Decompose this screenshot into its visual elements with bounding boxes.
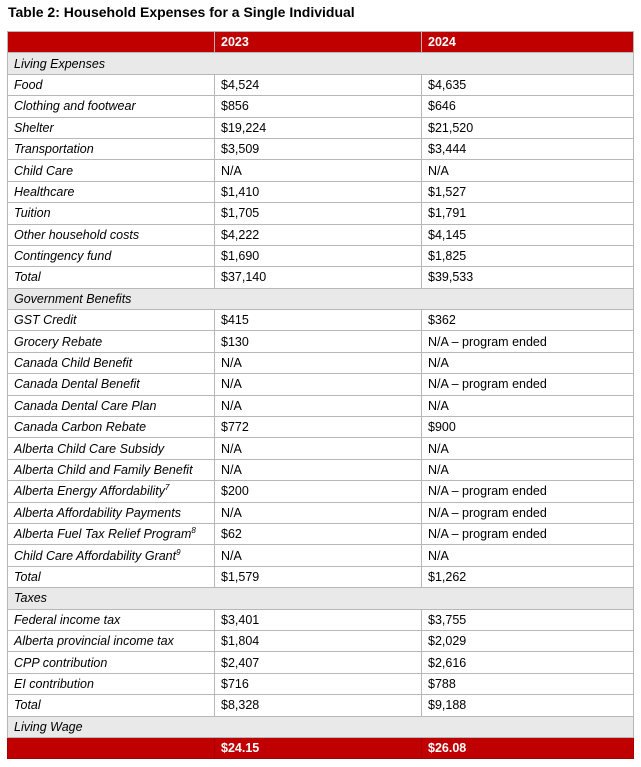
value-2024: $9,188 bbox=[422, 695, 634, 716]
table-row bbox=[8, 117, 634, 138]
value-2023: N/A bbox=[215, 374, 422, 395]
row-label-cell bbox=[8, 138, 215, 159]
value-2024: $362 bbox=[422, 310, 634, 331]
row-label-cell bbox=[8, 331, 215, 352]
row-label: Total bbox=[14, 270, 41, 285]
table-header-row bbox=[8, 32, 634, 53]
row-label: Alberta Energy Affordability bbox=[14, 484, 166, 499]
row-label-cell bbox=[8, 96, 215, 117]
value-2024: N/A bbox=[422, 545, 634, 566]
value-2023: $1,579 bbox=[215, 566, 422, 587]
row-label: Shelter bbox=[14, 120, 54, 135]
row-label: Grocery Rebate bbox=[14, 334, 103, 349]
row-label-cell bbox=[8, 395, 215, 416]
table-row bbox=[8, 181, 634, 202]
value-2023: $3,401 bbox=[215, 609, 422, 630]
row-label: Transportation bbox=[14, 142, 94, 157]
value-2023: $1,690 bbox=[215, 245, 422, 266]
table-row bbox=[8, 160, 634, 181]
value-2024: N/A bbox=[422, 160, 634, 181]
value-2023: $4,524 bbox=[215, 74, 422, 95]
value-2024: $646 bbox=[422, 96, 634, 117]
row-label-cell bbox=[8, 695, 215, 716]
value-2023: N/A bbox=[215, 438, 422, 459]
value-2023: $37,140 bbox=[215, 267, 422, 288]
table-row bbox=[8, 417, 634, 438]
value-2023: $415 bbox=[215, 310, 422, 331]
table-body bbox=[8, 53, 634, 738]
value-2024: N/A – program ended bbox=[422, 523, 634, 544]
row-label-cell bbox=[8, 438, 215, 459]
footnote-marker: 9 bbox=[176, 547, 181, 557]
row-label-cell bbox=[8, 609, 215, 630]
value-2023: $1,804 bbox=[215, 630, 422, 651]
row-label-cell bbox=[8, 502, 215, 523]
value-2023: N/A bbox=[215, 545, 422, 566]
row-label: Total bbox=[14, 698, 41, 713]
table-row bbox=[8, 695, 634, 716]
table-row bbox=[8, 523, 634, 544]
row-label-cell bbox=[8, 352, 215, 373]
value-2024: $3,444 bbox=[422, 138, 634, 159]
table-row bbox=[8, 673, 634, 694]
table-row bbox=[8, 395, 634, 416]
table-row bbox=[8, 609, 634, 630]
section-title: Living Expenses bbox=[8, 53, 634, 74]
table-row bbox=[8, 352, 634, 373]
row-label-cell bbox=[8, 523, 215, 544]
value-2024: N/A bbox=[422, 438, 634, 459]
value-2024: $1,262 bbox=[422, 566, 634, 587]
row-label: EI contribution bbox=[14, 676, 94, 691]
row-label: Canada Child Benefit bbox=[14, 356, 133, 371]
value-2023: $1,705 bbox=[215, 203, 422, 224]
table-row bbox=[8, 74, 634, 95]
living-wage-2024: $26.08 bbox=[422, 737, 634, 758]
section-title: Living Wage bbox=[8, 716, 634, 737]
value-2024: $1,527 bbox=[422, 181, 634, 202]
footnote-marker: 7 bbox=[165, 483, 170, 493]
value-2024: $39,533 bbox=[422, 267, 634, 288]
value-2023: $4,222 bbox=[215, 224, 422, 245]
column-header-label bbox=[8, 32, 215, 53]
row-label: Food bbox=[14, 77, 43, 92]
row-label-cell bbox=[8, 652, 215, 673]
row-label-cell bbox=[8, 459, 215, 480]
row-label: Healthcare bbox=[14, 184, 75, 199]
table-row bbox=[8, 267, 634, 288]
value-2023: N/A bbox=[215, 352, 422, 373]
row-label: Canada Dental Care Plan bbox=[14, 398, 157, 413]
row-label: Federal income tax bbox=[14, 612, 121, 627]
footnote-marker: 8 bbox=[191, 526, 196, 536]
table-title: Table 2: Household Expenses for a Single Individual bbox=[8, 4, 355, 20]
table-row bbox=[8, 374, 634, 395]
value-2024: $4,635 bbox=[422, 74, 634, 95]
row-label: Total bbox=[14, 569, 41, 584]
value-2024: $4,145 bbox=[422, 224, 634, 245]
row-label-cell bbox=[8, 203, 215, 224]
value-2023: $1,410 bbox=[215, 181, 422, 202]
table-row bbox=[8, 224, 634, 245]
table-row bbox=[8, 245, 634, 266]
value-2023: N/A bbox=[215, 395, 422, 416]
row-label: GST Credit bbox=[14, 313, 77, 328]
row-label: Other household costs bbox=[14, 227, 140, 242]
value-2023: $3,509 bbox=[215, 138, 422, 159]
table-row bbox=[8, 502, 634, 523]
row-label: Alberta Fuel Tax Relief Program bbox=[14, 527, 192, 542]
value-2024: $2,029 bbox=[422, 630, 634, 651]
row-label-cell bbox=[8, 417, 215, 438]
row-label-cell bbox=[8, 224, 215, 245]
living-wage-2023: $24.15 bbox=[215, 737, 422, 758]
section-header-row bbox=[8, 716, 634, 737]
value-2023: N/A bbox=[215, 160, 422, 181]
row-label: Child Care bbox=[14, 163, 74, 178]
table-row bbox=[8, 545, 634, 566]
section-header-row bbox=[8, 588, 634, 609]
value-2024: N/A – program ended bbox=[422, 502, 634, 523]
value-2023: N/A bbox=[215, 459, 422, 480]
row-label: Alberta Affordability Payments bbox=[14, 505, 181, 520]
table-row bbox=[8, 438, 634, 459]
section-title: Government Benefits bbox=[8, 288, 634, 309]
value-2024: N/A – program ended bbox=[422, 374, 634, 395]
row-label: Child Care Affordability Grant bbox=[14, 548, 177, 563]
section-title: Taxes bbox=[8, 588, 634, 609]
row-label: Canada Dental Benefit bbox=[14, 377, 140, 392]
table-row bbox=[8, 566, 634, 587]
row-label-cell bbox=[8, 267, 215, 288]
value-2024: $1,791 bbox=[422, 203, 634, 224]
value-2024: N/A bbox=[422, 395, 634, 416]
column-header-2024: 2024 bbox=[422, 32, 634, 53]
value-2024: $788 bbox=[422, 673, 634, 694]
value-2023: $8,328 bbox=[215, 695, 422, 716]
row-label: Alberta provincial income tax bbox=[14, 634, 174, 649]
value-2024: $2,616 bbox=[422, 652, 634, 673]
row-label-cell bbox=[8, 245, 215, 266]
row-label: Alberta Child Care Subsidy bbox=[14, 441, 165, 456]
row-label: Clothing and footwear bbox=[14, 99, 136, 114]
row-label: Alberta Child and Family Benefit bbox=[14, 463, 193, 477]
table-row bbox=[8, 652, 634, 673]
table-row bbox=[8, 96, 634, 117]
value-2024: $21,520 bbox=[422, 117, 634, 138]
value-2023: $856 bbox=[215, 96, 422, 117]
living-wage-row bbox=[8, 737, 634, 758]
row-label-cell bbox=[8, 673, 215, 694]
table-row bbox=[8, 203, 634, 224]
row-label-cell bbox=[8, 310, 215, 331]
table-row bbox=[8, 630, 634, 651]
row-label: Contingency fund bbox=[14, 249, 112, 264]
row-label-cell bbox=[8, 630, 215, 651]
living-wage-label bbox=[8, 737, 215, 758]
row-label-cell bbox=[8, 117, 215, 138]
table-row bbox=[8, 459, 634, 480]
column-header-2023: 2023 bbox=[215, 32, 422, 53]
value-2023: $772 bbox=[215, 417, 422, 438]
value-2023: $130 bbox=[215, 331, 422, 352]
value-2024: $1,825 bbox=[422, 245, 634, 266]
value-2024: N/A – program ended bbox=[422, 331, 634, 352]
row-label-cell bbox=[8, 374, 215, 395]
section-header-row bbox=[8, 288, 634, 309]
table-row bbox=[8, 310, 634, 331]
table-row bbox=[8, 481, 634, 502]
row-label-cell bbox=[8, 481, 215, 502]
value-2023: $716 bbox=[215, 673, 422, 694]
row-label-cell bbox=[8, 74, 215, 95]
value-2024: N/A bbox=[422, 459, 634, 480]
row-label-cell bbox=[8, 566, 215, 587]
table-row bbox=[8, 138, 634, 159]
row-label-cell bbox=[8, 181, 215, 202]
table-row bbox=[8, 331, 634, 352]
value-2023: $200 bbox=[215, 481, 422, 502]
value-2023: N/A bbox=[215, 502, 422, 523]
row-label-cell bbox=[8, 545, 215, 566]
value-2024: $900 bbox=[422, 417, 634, 438]
value-2023: $62 bbox=[215, 523, 422, 544]
row-label: Tuition bbox=[14, 206, 51, 221]
value-2024: $3,755 bbox=[422, 609, 634, 630]
row-label: Canada Carbon Rebate bbox=[14, 420, 147, 435]
value-2024: N/A bbox=[422, 352, 634, 373]
value-2024: N/A – program ended bbox=[422, 481, 634, 502]
expenses-table bbox=[7, 31, 634, 759]
section-header-row bbox=[8, 53, 634, 74]
value-2023: $19,224 bbox=[215, 117, 422, 138]
row-label-cell bbox=[8, 160, 215, 181]
value-2023: $2,407 bbox=[215, 652, 422, 673]
row-label: CPP contribution bbox=[14, 655, 108, 670]
